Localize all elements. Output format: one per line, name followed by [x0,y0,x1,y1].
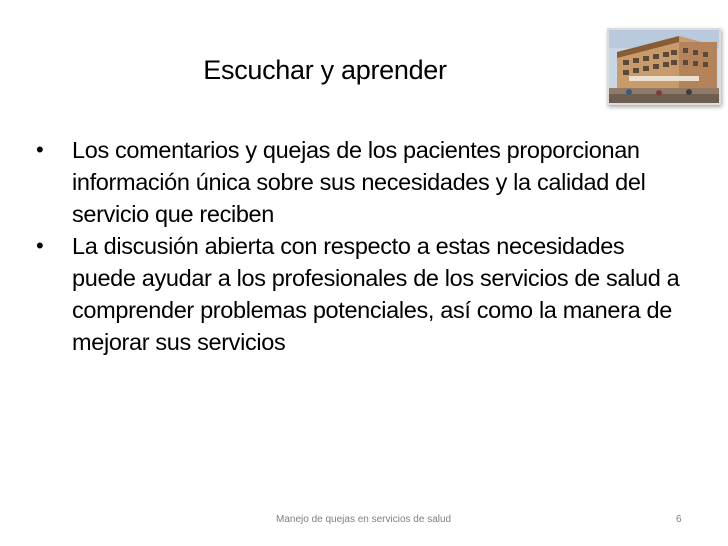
bullet-item [30,230,690,358]
slide-title: Escuchar y aprender [203,55,447,85]
page-number: 6 [676,514,682,525]
bullet-text: Los comentarios y quejas de los pacientes proporcionan información única sobre sus necesidades y la calidad del servicio que reciben [72,137,646,227]
footer-text: Manejo de quejas en servicios de salud [276,514,452,525]
hospital-building-image [609,30,719,103]
bullet-item [30,134,690,230]
bullet-text: La discusión abierta con respecto a estas necesidades puede ayudar a los profesionales de los servicios de salud a comprender problemas potenciales, así como la manera de mejorar sus servicios [72,233,680,355]
hospital-photo [607,28,721,105]
bullet-marker: • [36,233,44,258]
bullet-list [30,134,690,358]
bullet-marker: • [36,137,44,162]
